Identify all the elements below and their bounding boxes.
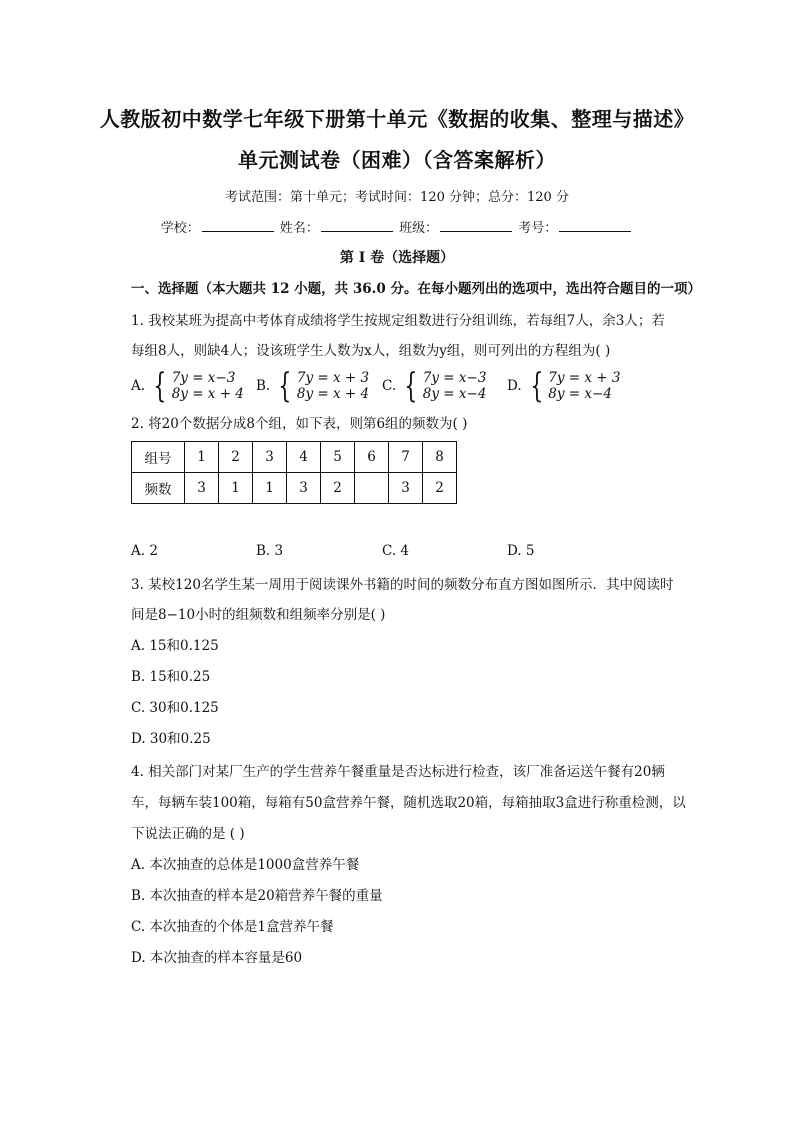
q1-option-c[interactable]: C. { 7y = x−3 8y = x−4	[382, 366, 487, 406]
table-header-cell: 组号	[132, 442, 185, 473]
page-title: 人教版初中数学七年级下册第十单元《数据的收集、整理与描述》	[99, 107, 695, 131]
q2-option-b[interactable]: B. 3	[256, 543, 284, 559]
q1-option-a[interactable]: A. { 7y = x−3 8y = x + 4	[131, 366, 244, 406]
table-row	[132, 473, 457, 504]
q4-text-line2: 车，每辆车装100箱，每箱有50盒营养午餐，随机选取20箱，每箱抽取3盒进行称重检测，以	[131, 795, 686, 811]
table-cell: 3	[389, 473, 423, 504]
q3-text-line1: 3. 某校120名学生某一周用于阅读课外书籍的时间的频数分布直方图如图所示．其中阅读时	[131, 577, 674, 593]
table-cell: 2	[321, 473, 355, 504]
table-cell: 4	[287, 442, 321, 473]
q2-option-d[interactable]: D. 5	[507, 543, 535, 559]
table-header-cell: 频数	[132, 473, 185, 504]
table-cell: 5	[321, 442, 355, 473]
exam-range: 考试范围：第十单元；考试时间：120 分钟；总分：120 分	[225, 190, 569, 205]
q2-option-a[interactable]: A. 2	[131, 543, 158, 559]
table-cell: 8	[423, 442, 457, 473]
number-blank	[559, 219, 631, 232]
table-cell: 1	[185, 442, 219, 473]
school-label: 学校：	[160, 221, 200, 236]
q3-option-a[interactable]: A. 15和0.125	[131, 638, 219, 654]
q3-option-c[interactable]: C. 30和0.125	[131, 700, 219, 716]
q2-option-c[interactable]: C. 4	[382, 543, 410, 559]
brace-icon: {	[278, 366, 292, 406]
q1-text-line1: 1. 我校某班为提高中考体育成绩将学生按规定组数进行分组训练，若每组7人，余3人；若	[131, 313, 665, 329]
table-cell: 2	[423, 473, 457, 504]
table-row	[132, 442, 457, 473]
student-info-fields	[0, 217, 794, 236]
class-blank	[440, 219, 512, 232]
section-heading: 一、选择题（本大题共 12 小题，共 36.0 分。在每小题列出的选项中，选出符合题目的一项）	[131, 281, 701, 297]
q4-option-c[interactable]: C. 本次抽查的个体是1盒营养午餐	[131, 919, 334, 935]
frequency-table	[131, 441, 457, 504]
name-label: 姓名：	[279, 221, 319, 236]
table-cell	[355, 473, 389, 504]
q3-option-d[interactable]: D. 30和0.25	[131, 731, 211, 747]
q1-option-d[interactable]: D. { 7y = x + 3 8y = x−4	[507, 366, 621, 406]
q4-option-b[interactable]: B. 本次抽查的样本是20箱营养午餐的重量	[131, 888, 383, 904]
brace-icon: {	[404, 366, 418, 406]
school-blank	[202, 219, 274, 232]
q1-option-b[interactable]: B. { 7y = x + 3 8y = x + 4	[256, 366, 370, 406]
name-blank	[321, 219, 393, 232]
brace-icon: {	[153, 366, 167, 406]
page-subtitle: 单元测试卷（困难）（含答案解析）	[238, 148, 556, 172]
table-cell: 2	[219, 442, 253, 473]
q3-text-line2: 间是8−10小时的组频数和组频率分别是( )	[131, 607, 386, 623]
q4-text-line3: 下说法正确的是 ( )	[131, 826, 245, 842]
q2-text-line1: 2. 将20个数据分成8个组，如下表，则第6组的频数为( )	[131, 416, 468, 432]
table-cell: 3	[253, 442, 287, 473]
part-title: 第 I 卷（选择题）	[339, 250, 455, 266]
table-cell: 7	[389, 442, 423, 473]
q4-text-line1: 4. 相关部门对某厂生产的学生营养午餐重量是否达标进行检查，该厂准备运送午餐有20辆	[131, 764, 665, 780]
q1-text-line2: 每组8人，则缺4人；设该班学生人数为x人，组数为y组，则可列出的方程组为( )	[131, 343, 611, 359]
brace-icon: {	[529, 366, 543, 406]
table-cell: 1	[219, 473, 253, 504]
table-cell: 1	[253, 473, 287, 504]
number-label: 考号：	[518, 221, 558, 236]
q3-option-b[interactable]: B. 15和0.25	[131, 669, 211, 685]
q1-options	[131, 368, 701, 404]
q4-option-d[interactable]: D. 本次抽查的样本容量是60	[131, 950, 303, 966]
table-cell: 3	[185, 473, 219, 504]
table-cell: 6	[355, 442, 389, 473]
class-label: 班级：	[399, 221, 439, 236]
table-cell: 3	[287, 473, 321, 504]
q4-option-a[interactable]: A. 本次抽查的总体是1000盒营养午餐	[131, 857, 360, 873]
